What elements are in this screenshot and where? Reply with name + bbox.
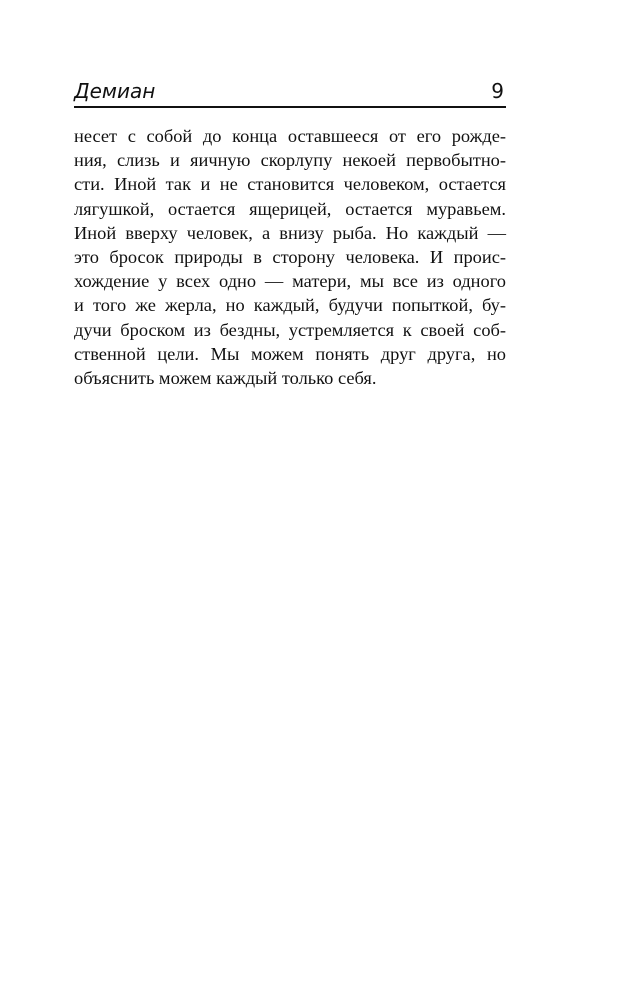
text-line: ния, слизь и яичную скорлупу некоей первобытно- — [74, 150, 506, 171]
text-line: Иной вверху человек, а внизу рыба. Но каждый — — [74, 222, 506, 243]
running-head — [74, 78, 506, 108]
text-line: хождение у всех одно — матери, мы все из одного — [74, 271, 506, 292]
text-line: несет с собой до конца оставшееся от его рожде- — [74, 126, 506, 146]
body-paragraph — [74, 124, 506, 390]
book-title: Демиан — [74, 79, 156, 103]
page-number: 9 — [491, 79, 504, 103]
text-line: и того же жерла, но каждый, будучи попыткой, бу- — [74, 295, 506, 316]
text-line: ственной цели. Мы можем понять друг друга, но — [74, 343, 506, 364]
text-line: объяснить можем каждый только себя. — [74, 367, 377, 388]
text-line: это бросок природы в сторону человека. И проис- — [74, 246, 506, 267]
text-line: лягушкой, остается ящерицей, остается муравьем. — [74, 198, 506, 219]
text-line: дучи броском из бездны, устремляется к своей соб- — [74, 319, 506, 340]
text-line: сти. Иной так и не становится человеком, остается — [74, 174, 506, 195]
